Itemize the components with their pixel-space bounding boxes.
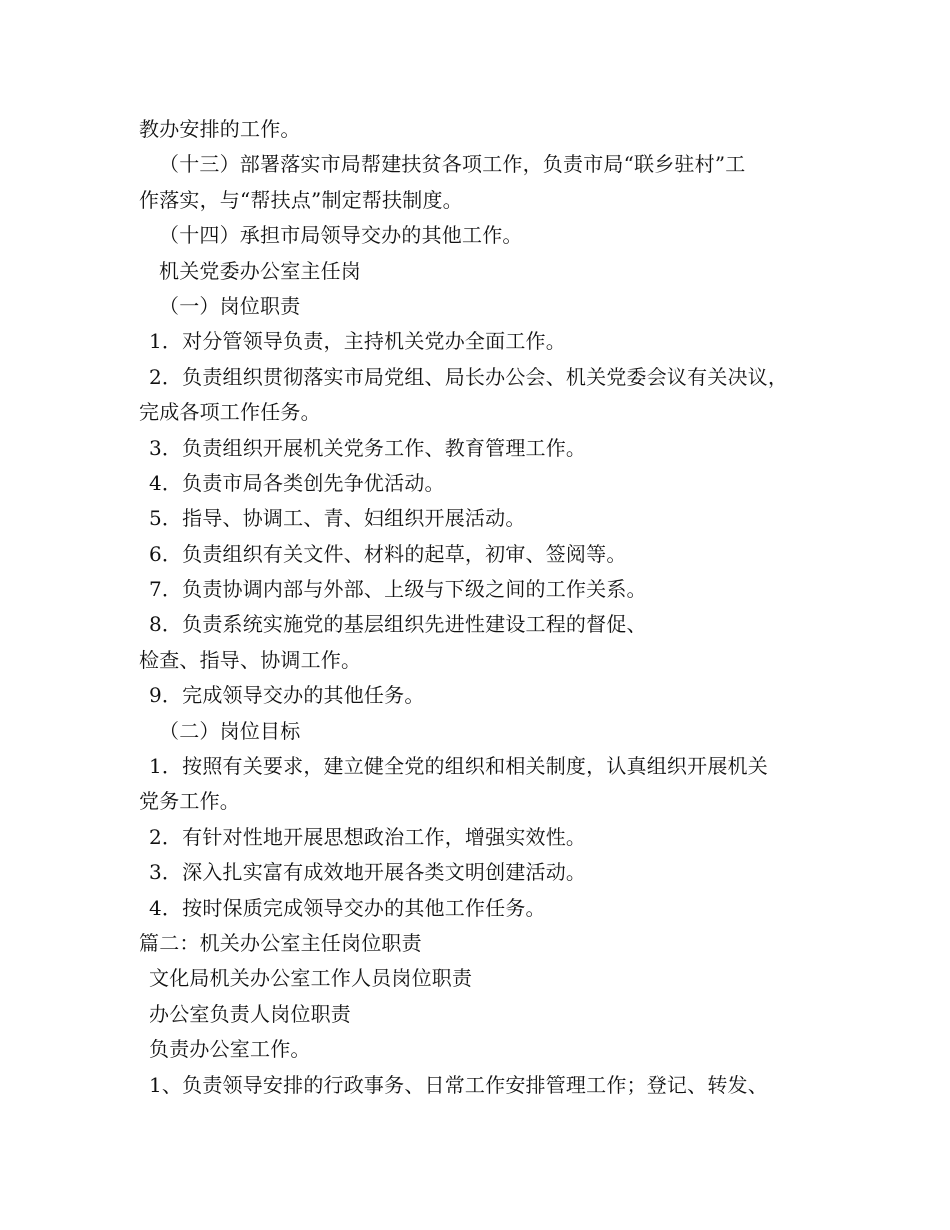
text-line: 作落实，与“帮扶点”制定帮扶制度。 xyxy=(139,187,463,212)
list-item: 1、负责领导安排的行政事务、日常工作安排管理工作；登记、转发、 xyxy=(149,1072,768,1097)
subsection-heading: （二）岗位目标 xyxy=(159,718,301,743)
text-line: 完成各项工作任务。 xyxy=(139,400,321,425)
list-item: 1．对分管领导负责，主持机关党办全面工作。 xyxy=(149,329,566,354)
text-line: 负责办公室工作。 xyxy=(149,1037,311,1062)
list-item: 3．深入扎实富有成效地开展各类文明创建活动。 xyxy=(149,860,587,885)
text-line: （十四）承担市局领导交办的其他工作。 xyxy=(159,223,523,248)
document-body xyxy=(139,112,839,1103)
text-line: 检查、指导、协调工作。 xyxy=(139,647,362,672)
section-heading: 机关党委办公室主任岗 xyxy=(159,258,361,283)
section-heading: 办公室负责人岗位职责 xyxy=(149,1001,351,1026)
list-item: 1．按照有关要求，建立健全党的组织和相关制度，认真组织开展机关 xyxy=(149,754,768,779)
list-item: 5．指导、协调工、青、妇组织开展活动。 xyxy=(149,506,526,531)
list-item: 2．负责组织贯彻落实市局党组、局长办公会、机关党委会议有关决议， xyxy=(149,364,789,389)
text-line: 党务工作。 xyxy=(139,789,240,814)
list-item: 2．有针对性地开展思想政治工作，增强实效性。 xyxy=(149,824,587,849)
list-item: 6．负责组织有关文件、材料的起草，初审、签阅等。 xyxy=(149,541,627,566)
list-item: 9．完成领导交办的其他任务。 xyxy=(149,683,425,708)
list-item: 4．按时保质完成领导交办的其他工作任务。 xyxy=(149,895,546,920)
text-line: 教办安排的工作。 xyxy=(139,117,301,141)
text-line: （十三）部署落实市局帮建扶贫各项工作，负责市局“联乡驻村”工 xyxy=(159,152,746,177)
list-item: 3．负责组织开展机关党务工作、教育管理工作。 xyxy=(149,435,587,460)
list-item: 4．负责市局各类创先争优活动。 xyxy=(149,470,445,495)
section-heading: 文化局机关办公室工作人员岗位职责 xyxy=(149,966,473,991)
list-item: 8．负责系统实施党的基层组织先进性建设工程的督促、 xyxy=(149,612,647,637)
list-item: 7．负责协调内部与外部、上级与下级之间的工作关系。 xyxy=(149,577,647,602)
chapter-heading: 篇二：机关办公室主任岗位职责 xyxy=(139,930,422,955)
subsection-heading: （一）岗位职责 xyxy=(159,293,301,318)
